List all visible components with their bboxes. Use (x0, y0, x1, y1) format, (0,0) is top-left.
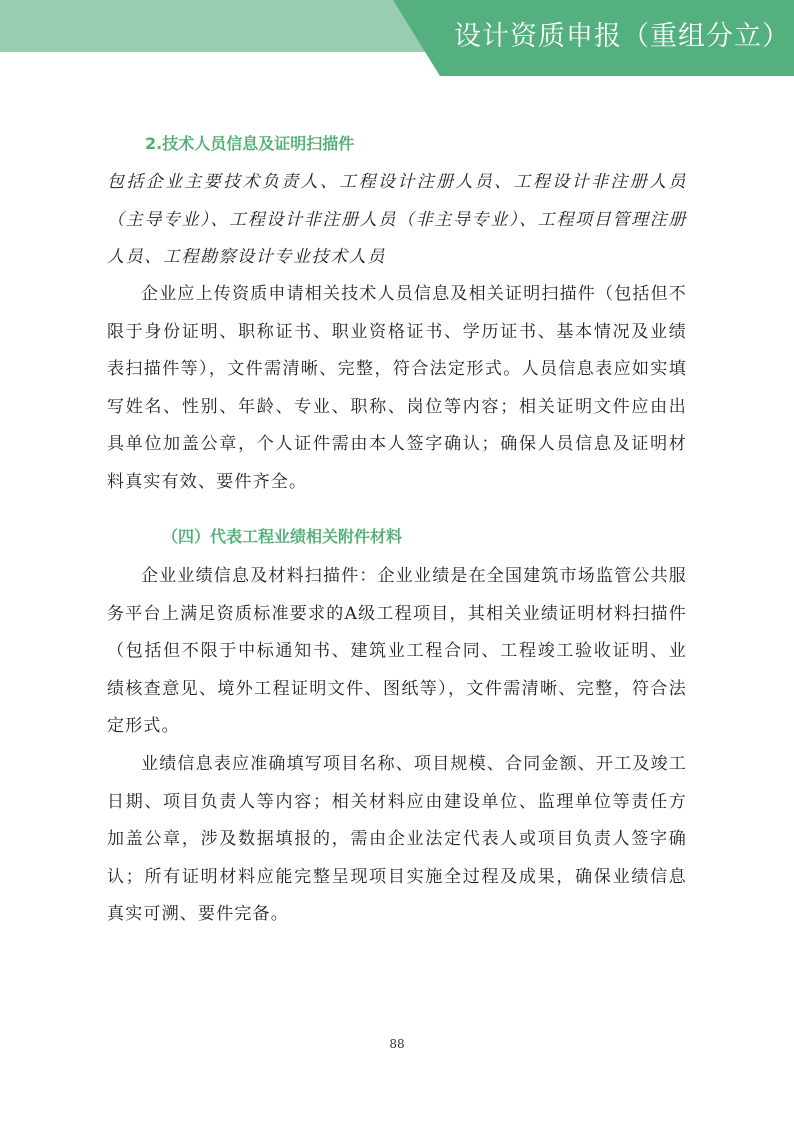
header-band-light (0, 0, 440, 52)
paragraph-performance-materials: 企业业绩信息及材料扫描件：企业业绩是在全国建筑市场监管公共服务平台上满足资质标准要求的A级工程项目，其相关业绩证明材料扫描件（包括但不限于中标通知书、建筑业工程合同、工程竣工验收证明、业绩核查意见、境外工程证明文件、图纸等），文件需清晰、完整，符合法定形式。 (107, 566, 687, 737)
header-title: 设计资质申报（重组分立） (454, 21, 790, 52)
paragraph-personnel-requirements: 企业应上传资质申请相关技术人员信息及相关证明扫描件（包括但不限于身份证明、职称证书、职业资格证书、学历证书、基本情况及业绩表扫描件等），文件需清晰、完整，符合法定形式。人员信息表应如实填写姓名、性别、年龄、专业、职称、岗位等内容；相关证明文件应由出具单位加盖公章，个人证件需由本人签字确认；确保人员信息及证明材料真实有效、要件齐全。 (107, 284, 687, 492)
page-number: 88 (389, 1037, 405, 1051)
section-heading-project-performance: （四）代表工程业绩相关附件材料 (162, 527, 403, 546)
italic-personnel-note: 包括企业主要技术负责人、工程设计注册人员、工程设计非注册人员（主导专业）、工程设计非注册人员（非主导专业）、工程项目管理注册人员、工程勘察设计专业技术人员 (107, 172, 687, 268)
subheading-technical-personnel: 2.技术人员信息及证明扫描件 (145, 134, 355, 153)
paragraph-performance-table: 业绩信息表应准确填写项目名称、项目规模、合同金额、开工及竣工日期、项目负责人等内容；相关材料应由建设单位、监理单位等责任方加盖公章，涉及数据填报的，需由企业法定代表人或项目负责人签字确认；所有证明材料应能完整呈现项目实施全过程及成果，确保业绩信息真实可溯、要件完备。 (107, 754, 687, 925)
